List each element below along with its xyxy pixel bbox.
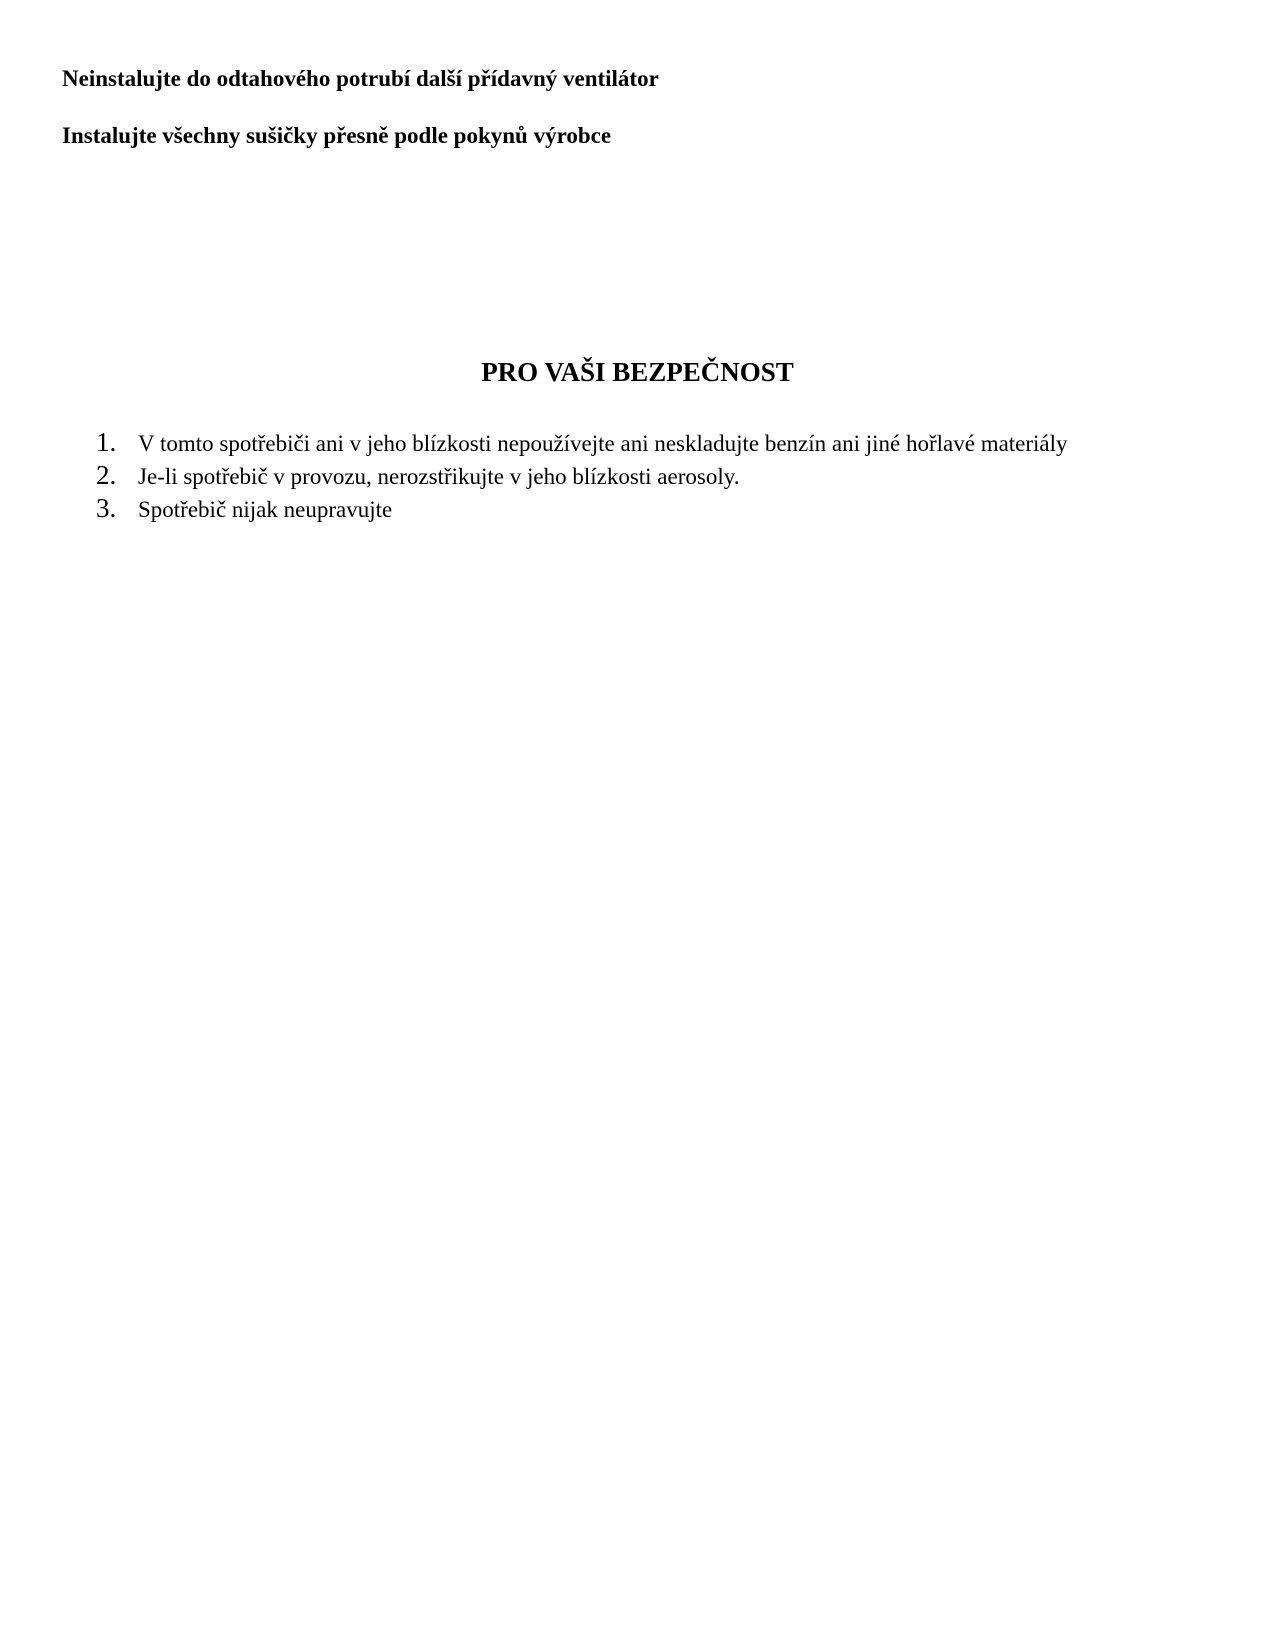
- list-item: [96, 460, 1068, 493]
- safety-list: [96, 427, 1068, 526]
- list-item: [96, 427, 1068, 460]
- list-item-number: 1.: [96, 427, 117, 457]
- list-item-text: Je-li spotřebič v provozu, nerozstřikujte v jeho blízkosti aerosoly.: [138, 464, 740, 489]
- list-item: [96, 493, 1068, 526]
- notice-install-per-manufacturer: Instalujte všechny sušičky přesně podle pokynů výrobce: [62, 123, 612, 148]
- list-item-text: Spotřebič nijak neupravujte: [138, 497, 393, 522]
- list-item-text: V tomto spotřebiči ani v jeho blízkosti nepoužívejte ani neskladujte benzín ani jiné hořlavé materiály: [138, 431, 1068, 456]
- notice-no-extra-fan: Neinstalujte do odtahového potrubí další přídavný ventilátor: [62, 66, 659, 91]
- safety-heading: PRO VAŠI BEZPEČNOST: [481, 357, 794, 387]
- list-item-number: 3.: [96, 493, 117, 523]
- list-item-number: 2.: [96, 460, 117, 490]
